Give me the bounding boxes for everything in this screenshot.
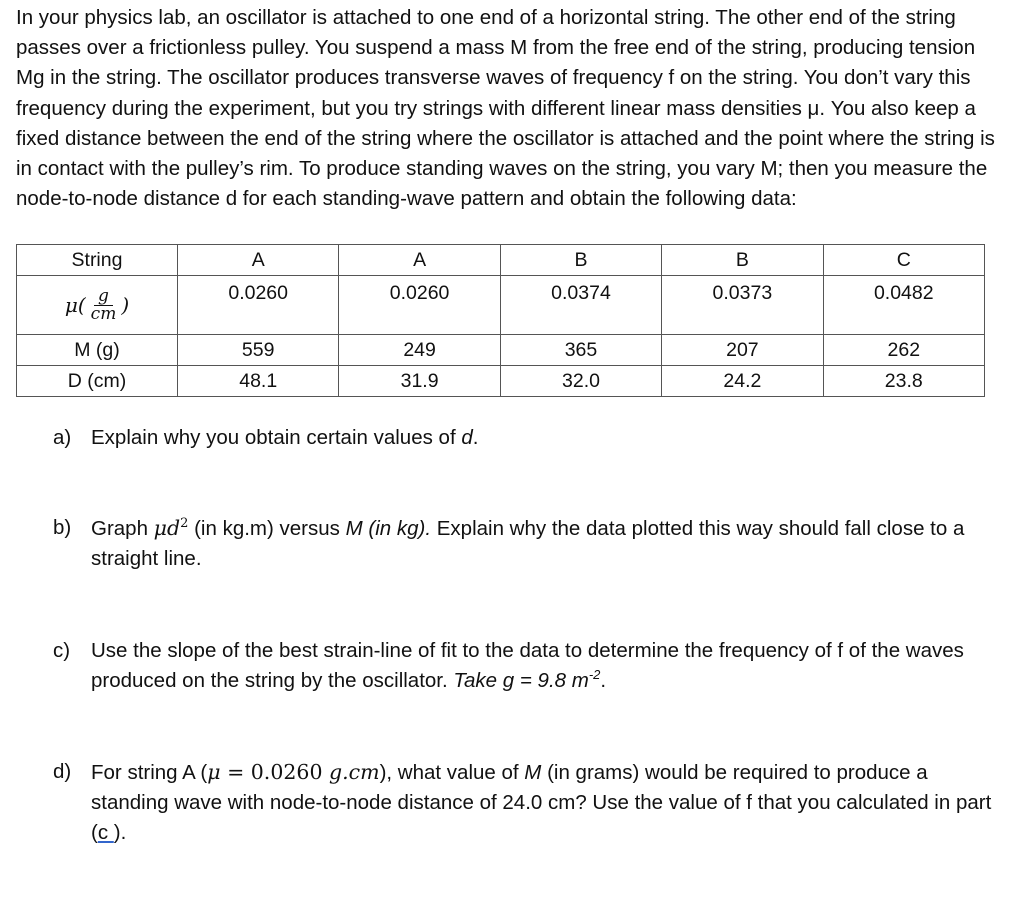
mu-close-paren: ) — [121, 293, 130, 317]
table-cell: 0.0260 — [339, 276, 500, 335]
question-letter: c) — [53, 639, 71, 662]
table-row-mu — [17, 276, 985, 335]
question-d — [53, 757, 1003, 849]
question-letter: a) — [53, 426, 72, 449]
part-c-reference: c — [97, 821, 114, 845]
row-header-mass: M (g) — [17, 335, 178, 366]
question-b — [53, 513, 1003, 574]
table-cell: C — [823, 245, 984, 276]
problem-statement: In your physics lab, an oscillator is attached to one end of a horizontal string. The other end of the string passes over a frictionless pulley. You suspend a mass M from the free end of the string, producing tension Mg in the string. The oscillator produces transverse waves of frequency f on the string. You don’t vary this frequency during the experiment, but you try strings with different linear mass densities μ. You also keep a fixed distance between the end of the string where the oscillator is attached and the point where the string is in contact with the pulley’s rim. To produce standing waves on the string, you vary M; then you measure the node-to-node distance d for each standing-wave pattern and obtain the following data: — [16, 6, 995, 211]
table-cell: 0.0374 — [500, 276, 661, 335]
question-text: Graph $\mu d^2$ (in kg.m) versus M (in kg). Explain why the data plotted this way should fall close to a straight line. — [91, 516, 965, 571]
unit-numerator: g — [94, 288, 113, 306]
question-text: For string A (μ = 0.0260 g.cm), what value of M (in grams) would be required to produce a standing wave with node-to-node distance of 24.0 cm? Use the value of f that you calculated in part (c ). — [91, 760, 992, 845]
table-cell: 23.8 — [823, 366, 984, 397]
question-letter: d) — [53, 760, 72, 783]
table-cell: 0.0260 — [178, 276, 339, 335]
table-cell: 365 — [500, 335, 661, 366]
table-cell: 32.0 — [500, 366, 661, 397]
document-page — [16, 0, 1006, 845]
question-a — [53, 423, 1003, 453]
table-cell: 48.1 — [178, 366, 339, 397]
mu-unit-label — [64, 285, 130, 324]
table-cell: A — [178, 245, 339, 276]
question-c — [53, 636, 1003, 696]
unit-fraction — [87, 285, 121, 324]
question-letter: b) — [53, 516, 72, 539]
table-row-mass — [17, 335, 985, 366]
row-header-distance: D (cm) — [17, 366, 178, 397]
table-cell: A — [339, 245, 500, 276]
table-cell: 31.9 — [339, 366, 500, 397]
unit-denominator: cm — [90, 303, 117, 324]
table-cell: B — [662, 245, 823, 276]
table-cell: 207 — [662, 335, 823, 366]
table-cell: 559 — [178, 335, 339, 366]
table-cell: 24.2 — [662, 366, 823, 397]
question-text: Use the slope of the best strain-line of fit to the data to determine the frequency of f of the waves produced on the string by the oscillator. Take g = 9.8 $m^{-2}$. — [91, 639, 964, 693]
table-cell: 249 — [339, 335, 500, 366]
table-cell: 0.0373 — [662, 276, 823, 335]
data-table — [16, 244, 985, 397]
table-cell: 0.0482 — [823, 276, 984, 335]
table-cell: B — [500, 245, 661, 276]
question-text: Explain why you obtain certain values of d. — [91, 426, 479, 449]
table-row-string — [17, 245, 985, 276]
table-row-distance — [17, 366, 985, 397]
row-header-string: String — [17, 245, 178, 276]
mu-symbol: μ( — [64, 293, 86, 317]
row-header-mu — [17, 276, 178, 335]
table-cell: 262 — [823, 335, 984, 366]
